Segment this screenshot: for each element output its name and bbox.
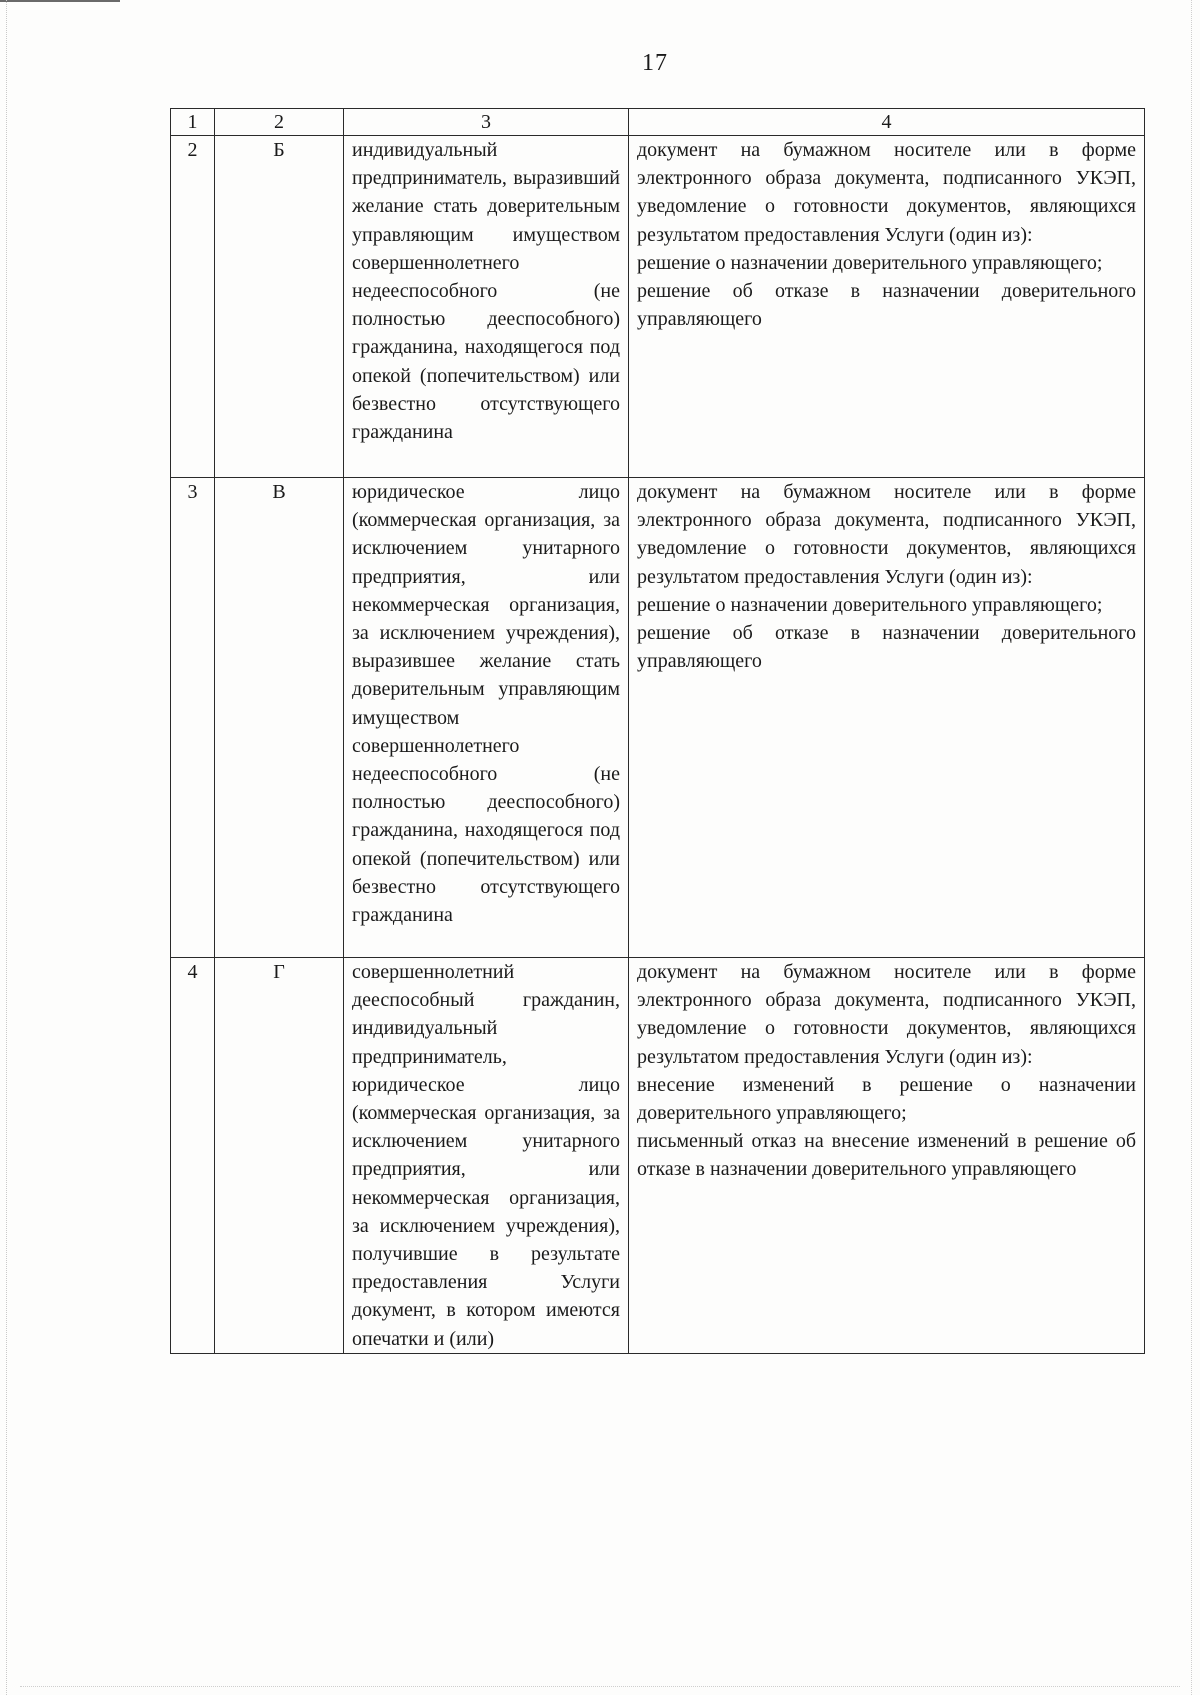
table-row <box>171 478 1145 958</box>
table-row <box>171 958 1145 1354</box>
scan-edge-bottom <box>20 1686 1180 1687</box>
applicant-category: Б <box>215 136 344 478</box>
scan-corner-mark <box>0 0 120 2</box>
applicant-category: Г <box>215 958 344 1354</box>
result-paragraph: решение о назначении доверительного управляющего; <box>637 251 1103 274</box>
applicant-description: юридическое лицо (коммерческая организация, за исключением унитарного предприятия, или некоммерческая организация, за исключением учреждения), выразившее желание стать доверительным управляющим имуществом совершеннолетнего недееспособного (не полностью дееспособного) гражданина, находящегося под опекой (попечительством) или безвестно отсутствующего гражданина <box>344 478 629 958</box>
table-row <box>171 136 1145 478</box>
applicant-description: индивидуальный предприниматель, выразивший желание стать доверительным управляющим имуществом совершеннолетнего недееспособного (не полностью дееспособного) гражданина, находящегося под опекой (попечительством) или безвестно отсутствующего гражданина <box>344 136 629 478</box>
result-paragraph: документ на бумажном носителе или в форме электронного образа документа, подписанного УКЭП, уведомление о готовности документов, являющихся результатом предоставления Услуги (один из): <box>637 139 1136 246</box>
row-number: 4 <box>171 958 215 1354</box>
scan-edge-right <box>1191 0 1192 1695</box>
scan-edge-left <box>6 0 7 1695</box>
table-header-row <box>171 109 1145 136</box>
column-header-1: 1 <box>171 109 215 136</box>
applicant-description: совершеннолетний дееспособный гражданин, индивидуальный предприниматель, юридическое лицо (коммерческая организация, за исключением унитарного предприятия, или некоммерческая организация, за исключением учреждения), получившие в результате предоставления Услуги документ, в котором имеются опечатки и (или) <box>344 958 629 1354</box>
page-number: 17 <box>642 50 668 76</box>
row-number: 2 <box>171 136 215 478</box>
services-table <box>170 108 1145 1354</box>
result-paragraph: документ на бумажном носителе или в форме электронного образа документа, подписанного УКЭП, уведомление о готовности документов, являющихся результатом предоставления Услуги (один из): <box>637 961 1136 1068</box>
column-header-4: 4 <box>629 109 1145 136</box>
column-header-3: 3 <box>344 109 629 136</box>
applicant-category: В <box>215 478 344 958</box>
service-result <box>629 136 1145 478</box>
row-number: 3 <box>171 478 215 958</box>
result-paragraph: решение об отказе в назначении доверительного управляющего <box>637 622 1136 673</box>
result-paragraph: письменный отказ на внесение изменений в решение об отказе в назначении доверительного управляющего <box>637 1130 1136 1181</box>
service-result <box>629 478 1145 958</box>
column-header-2: 2 <box>215 109 344 136</box>
service-result <box>629 958 1145 1354</box>
result-paragraph: решение об отказе в назначении доверительного управляющего <box>637 280 1136 331</box>
result-paragraph: внесение изменений в решение о назначении доверительного управляющего; <box>637 1073 1136 1125</box>
result-paragraph: документ на бумажном носителе или в форме электронного образа документа, подписанного УКЭП, уведомление о готовности документов, являющихся результатом предоставления Услуги (один из): <box>637 481 1136 588</box>
result-paragraph: решение о назначении доверительного управляющего; <box>637 593 1103 616</box>
